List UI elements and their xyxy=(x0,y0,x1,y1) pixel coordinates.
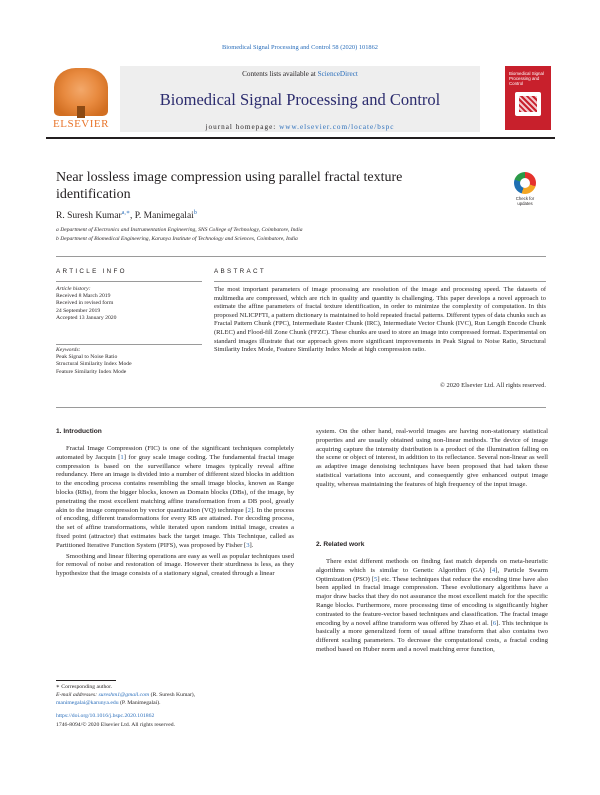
homepage-url-link[interactable]: www.elsevier.com/locate/bspc xyxy=(279,123,395,131)
email-link[interactable]: sureshm1@gmail.com xyxy=(98,692,150,698)
article-history xyxy=(56,286,206,322)
contents-prefix: Contents lists available at xyxy=(242,70,318,78)
footnote-emails-2 xyxy=(56,700,161,707)
keywords xyxy=(56,347,206,376)
article-info-heading: ARTICLE INFO xyxy=(56,268,127,275)
author-list xyxy=(56,209,197,221)
author-2-link[interactable]: P. Manimegalai xyxy=(134,211,194,222)
history-heading: Article history: xyxy=(56,286,91,292)
cover-image xyxy=(515,92,541,116)
keyword: Peak Signal to Noise Ratio xyxy=(56,354,118,361)
check-updates-icon xyxy=(514,172,536,194)
paragraph: system. On the other hand, real-world images are having non-stationary statistical properties and are usually obtained using non-linear methods. The device of image acquiring capture the intensity distribution is a product of the illumination falling on the scene or object of interest, in addition to its reflectance. Several non-linear as well as adaptive image denoising techniques have been proposed that had taken these statistical variations into account, and consequently give enhanced output image quality, whereas maintaining the features of high frequency of the input image. xyxy=(316,428,548,488)
section-heading-related-work xyxy=(316,541,364,550)
header-rule xyxy=(46,137,555,139)
divider xyxy=(56,256,546,257)
history-accepted: Accepted 13 January 2020 xyxy=(56,314,117,321)
sciencedirect-link[interactable]: ScienceDirect xyxy=(317,70,358,78)
citation-link[interactable]: 1 xyxy=(120,453,124,461)
author-2-marks[interactable]: b xyxy=(193,210,197,216)
citation-link[interactable]: 4 xyxy=(491,566,496,574)
text-run: ]. xyxy=(249,541,254,549)
keyword: Feature Similarity Index Mode xyxy=(56,368,127,375)
divider xyxy=(56,344,202,345)
homepage-line xyxy=(120,123,480,131)
article-title: Near lossless image compression using parallel fractal texture identification xyxy=(56,170,403,202)
text-run: ]. This technique is basically a more generalized form of usual affine transform that also contains two different scaling parameters. To decrease the computational costs, a fractal coding method based on Huber norm and a novel matching error function, xyxy=(316,619,549,653)
paragraph xyxy=(316,558,548,655)
author-separator: , xyxy=(129,211,135,222)
email-owner: (P. Manimegalai). xyxy=(118,700,161,706)
right-column-body xyxy=(316,558,548,655)
text-run: ], Particle Swarm Optimization (PSO) [ xyxy=(316,566,549,583)
history-received: Received 8 March 2019 xyxy=(56,293,111,300)
text-run: There exist different methods on finding fast match depends on meta-heuristic algorithms which is similar to Genetic Algorithm (GA) [ xyxy=(316,558,548,574)
history-revised-2: 24 September 2019 xyxy=(56,307,101,314)
affiliation-a: a Department of Electronics and Instrumentation Engineering, SNS College of Technology, Coimbatore, India xyxy=(56,227,303,233)
citation-link[interactable]: 3 xyxy=(246,541,250,549)
journal-citation-link[interactable]: Biomedical Signal Processing and Control 58 (2020) 101862 xyxy=(221,44,379,51)
journal-name: Biomedical Signal Processing and Control xyxy=(159,90,441,109)
keyword: Structural Similarity Index Mode xyxy=(56,361,132,368)
divider xyxy=(56,281,202,282)
check-updates-label: Check for updates xyxy=(515,196,535,206)
elsevier-logo xyxy=(46,66,116,132)
elsevier-wordmark: ELSEVIER xyxy=(53,118,109,130)
footnote-emails xyxy=(56,692,195,699)
section-heading-introduction xyxy=(56,428,102,437)
check-for-updates-button[interactable] xyxy=(508,172,542,212)
cover-title: Biomedical Signal Processing and Control xyxy=(509,71,544,86)
keywords-heading: Keywords: xyxy=(56,347,81,353)
issn-copyright: 1746-8094/© 2020 Elsevier Ltd. All rights reserved. xyxy=(56,722,175,728)
divider xyxy=(56,407,546,408)
related-heading-text: 2. Related work xyxy=(316,541,365,548)
abstract-heading: ABSTRACT xyxy=(214,268,266,275)
copyright-notice: © 2020 Elsevier Ltd. All rights reserved. xyxy=(439,382,546,389)
elsevier-tree-trunk xyxy=(77,106,85,118)
citation-link[interactable]: 6 xyxy=(492,619,497,627)
email-owner: (R. Suresh Kumar), xyxy=(149,692,196,698)
affiliation-b: b Department of Biomedical Engineering, Karunya Institute of Technology and Sciences, Coimbatore, India xyxy=(56,236,298,242)
text-run: ] etc. These techniques that reduce the encoding time have also been applied in fractal image compression. These evolutionary algorithms have a major draw backs that they do not assurance the most excellent match for the specific Range blocks. Furthermore, more processing time of encoding is significantly higher contrasted to the feature-vector based techniques and classification. The fractal image encoding by a novel affine transform was offered by Zhao et al. [ xyxy=(316,575,548,627)
doi-link[interactable]: https://doi.org/10.1016/j.bspc.2020.101862 xyxy=(56,713,155,719)
history-revised-1: Received in revised form xyxy=(56,300,114,307)
footnote-corresponding: ∗ Corresponding author. xyxy=(56,684,113,690)
contents-line xyxy=(120,70,480,78)
homepage-label: journal homepage: xyxy=(205,123,280,131)
left-column-body xyxy=(56,445,294,579)
text-run: ] for gray scale image coding. The fundamental fractal image compression is based on the surveillance where images typically reveal affine redundancy. Here an image is divided into a number of different sized blocks in addition to the encoding process contains resembling the small image blocks, known as Range blocks (RBs), from the bigger blocks, known as Domain blocks (DBs), of the image, by penetrating the most excellent matching affine transformation from a DB pool, greatly akin to the image compression by vector quantization (VQ) technique [ xyxy=(56,453,294,514)
right-column-continuation xyxy=(316,428,548,490)
paragraph: Smoothing and linear filtering operations are easy as well as popular techniques used for removal of noise and restoration of image. However their sturdiness is less, as they hypothesize that the image consists of a stationary signal, created through a linear xyxy=(56,552,294,578)
citation-link[interactable]: 2 xyxy=(247,506,251,514)
text-run: Fractal Image Compression (FIC) is one of the significant techniques completely automated by Jacquin [ xyxy=(56,445,294,461)
intro-heading-text: 1. Introduction xyxy=(56,428,102,435)
divider xyxy=(214,281,546,282)
author-1-link[interactable]: R. Suresh Kumar xyxy=(56,211,122,222)
email-label: E-mail addresses: xyxy=(56,692,99,698)
abstract-text: The most important parameters of image processing are resolution of the image and processing speed. The datasets of multimedia are compressed, which are rich in quality and quantity is challenging. This paper develops a novel approach to estimate the affine parameters of fractal texture identification, in order to minimize the complexity of computation. In this proposed NLICPFTI, a pattern dictionary is maintained to hold repeated fractal patterns. Different types of data chunks such as Fractal Pattern Chunk (FPC), Intermediate Raster Chunk (IRC), Intermediate Vector Chunk (IVC), Run Length Encode Chunk (RLEC) and Flood-fill Zone Chunk (FFZC). These chunks are used to store an image into compressed format. Experimental on standard images illustrate that our approach gives more significant improvements in Peak Signal to Noise Ratio, Structural Similarity Index Mode, Feature Similarity Index Mode at high compression ratio. xyxy=(214,286,546,354)
paragraph xyxy=(56,445,294,551)
footnote-rule xyxy=(56,680,116,681)
citation-link[interactable]: 5 xyxy=(373,575,378,583)
author-1-marks[interactable]: a,∗ xyxy=(121,210,130,216)
journal-cover-thumbnail[interactable] xyxy=(505,66,551,130)
text-run: ]. In the process of encoding, different transformations for every RB are attained. For decoding process, the set of affine transformations, while iterated upon random initial image, creates a fixed point (attractor) that estimates back the target image. This Technique, called as Partitioned Iterative Function System (PIFS), was proposed by Fisher [ xyxy=(56,506,294,549)
email-link[interactable]: manimegalai@karunya.edu xyxy=(56,700,119,706)
